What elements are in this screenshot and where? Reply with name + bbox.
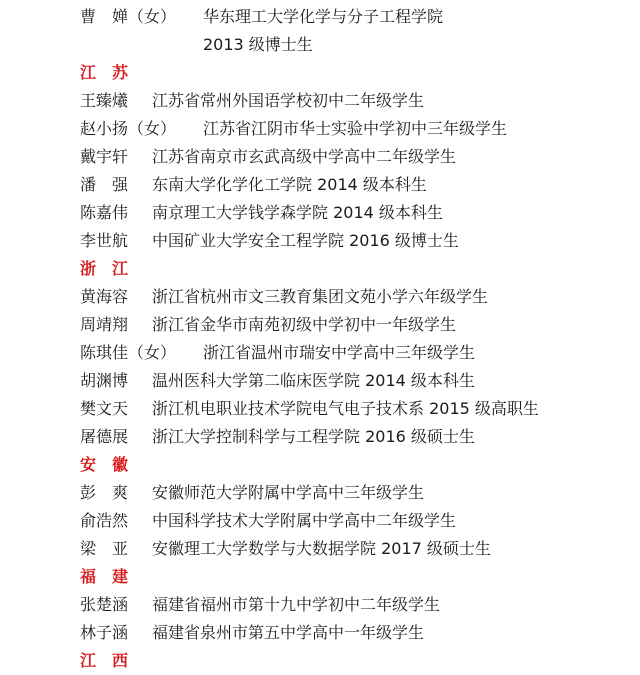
person-description: 2013 级博士生: [203, 35, 313, 54]
person-name: 梁 亚: [80, 539, 129, 558]
person-description: 浙江机电职业技术学院电气电子技术系 2015 级高职生: [152, 399, 539, 418]
person-description: 安徽师范大学附属中学高中三年级学生: [152, 483, 425, 502]
province-heading: 江 苏: [80, 63, 129, 82]
province-heading: 浙 江: [80, 259, 129, 278]
person-description: 东南大学化学化工学院 2014 级本科生: [152, 175, 427, 194]
person-name: 黄海容: [80, 287, 129, 306]
person-name: 陈嘉伟: [80, 203, 129, 222]
person-entry: [80, 591, 441, 619]
person-entry: [80, 283, 489, 311]
person-entry: [80, 3, 444, 31]
person-description: 浙江大学控制科学与工程学院 2016 级硕士生: [152, 427, 475, 446]
person-entry: [80, 143, 457, 171]
person-entry: [80, 479, 425, 507]
person-description: 南京理工大学钱学森学院 2014 级本科生: [152, 203, 443, 222]
person-entry: [80, 619, 425, 647]
person-name: 屠德展: [80, 427, 129, 446]
person-entry: [80, 87, 425, 115]
person-entry: [80, 535, 491, 563]
person-entry: [80, 227, 459, 255]
person-description: 浙江省金华市南苑初级中学初中一年级学生: [152, 315, 457, 334]
person-description: 中国科学技术大学附属中学高中二年级学生: [152, 511, 457, 530]
province-heading: 福 建: [80, 567, 129, 586]
person-entry: [80, 507, 457, 535]
person-description: 浙江省杭州市文三教育集团文苑小学六年级学生: [152, 287, 489, 306]
person-description: 福建省福州市第十九中学初中二年级学生: [152, 595, 441, 614]
person-entry: [80, 115, 508, 143]
person-entry: [80, 311, 457, 339]
person-name: 彭 爽: [80, 483, 129, 502]
person-entry: [80, 339, 476, 367]
person-name: 周靖翔: [80, 315, 129, 334]
person-entry: [80, 367, 475, 395]
person-description: 浙江省温州市瑞安中学高中三年级学生: [203, 343, 476, 362]
province-heading: 江 西: [80, 651, 129, 670]
person-name: 戴宇轩: [80, 147, 129, 166]
person-description: 江苏省南京市玄武高级中学高中二年级学生: [152, 147, 457, 166]
person-name: 胡渊博: [80, 371, 129, 390]
person-description: 华东理工大学化学与分子工程学院: [203, 7, 444, 26]
person-description: 福建省泉州市第五中学高中一年级学生: [152, 623, 425, 642]
person-name: 赵小扬（女）: [80, 119, 177, 138]
person-entry: [80, 171, 427, 199]
person-name: 张楚涵: [80, 595, 129, 614]
person-name: 陈琪佳（女）: [80, 343, 177, 362]
province-heading: 安 徽: [80, 455, 129, 474]
person-entry: [80, 423, 475, 451]
person-description: 中国矿业大学安全工程学院 2016 级博士生: [152, 231, 459, 250]
person-entry: [80, 395, 539, 423]
person-name: 王臻爔: [80, 91, 129, 110]
person-name: 樊文天: [80, 399, 129, 418]
person-name: 李世航: [80, 231, 129, 250]
person-name: 俞浩然: [80, 511, 129, 530]
person-name: 潘 强: [80, 175, 129, 194]
person-entry: [80, 199, 443, 227]
person-description: 安徽理工大学数学与大数据学院 2017 级硕士生: [152, 539, 491, 558]
person-name: 林子涵: [80, 623, 129, 642]
person-description: 温州医科大学第二临床医学院 2014 级本科生: [152, 371, 475, 390]
person-description: 江苏省常州外国语学校初中二年级学生: [152, 91, 425, 110]
person-name: 曹 婵（女）: [80, 7, 177, 26]
person-description: 江苏省江阴市华士实验中学初中三年级学生: [203, 119, 508, 138]
